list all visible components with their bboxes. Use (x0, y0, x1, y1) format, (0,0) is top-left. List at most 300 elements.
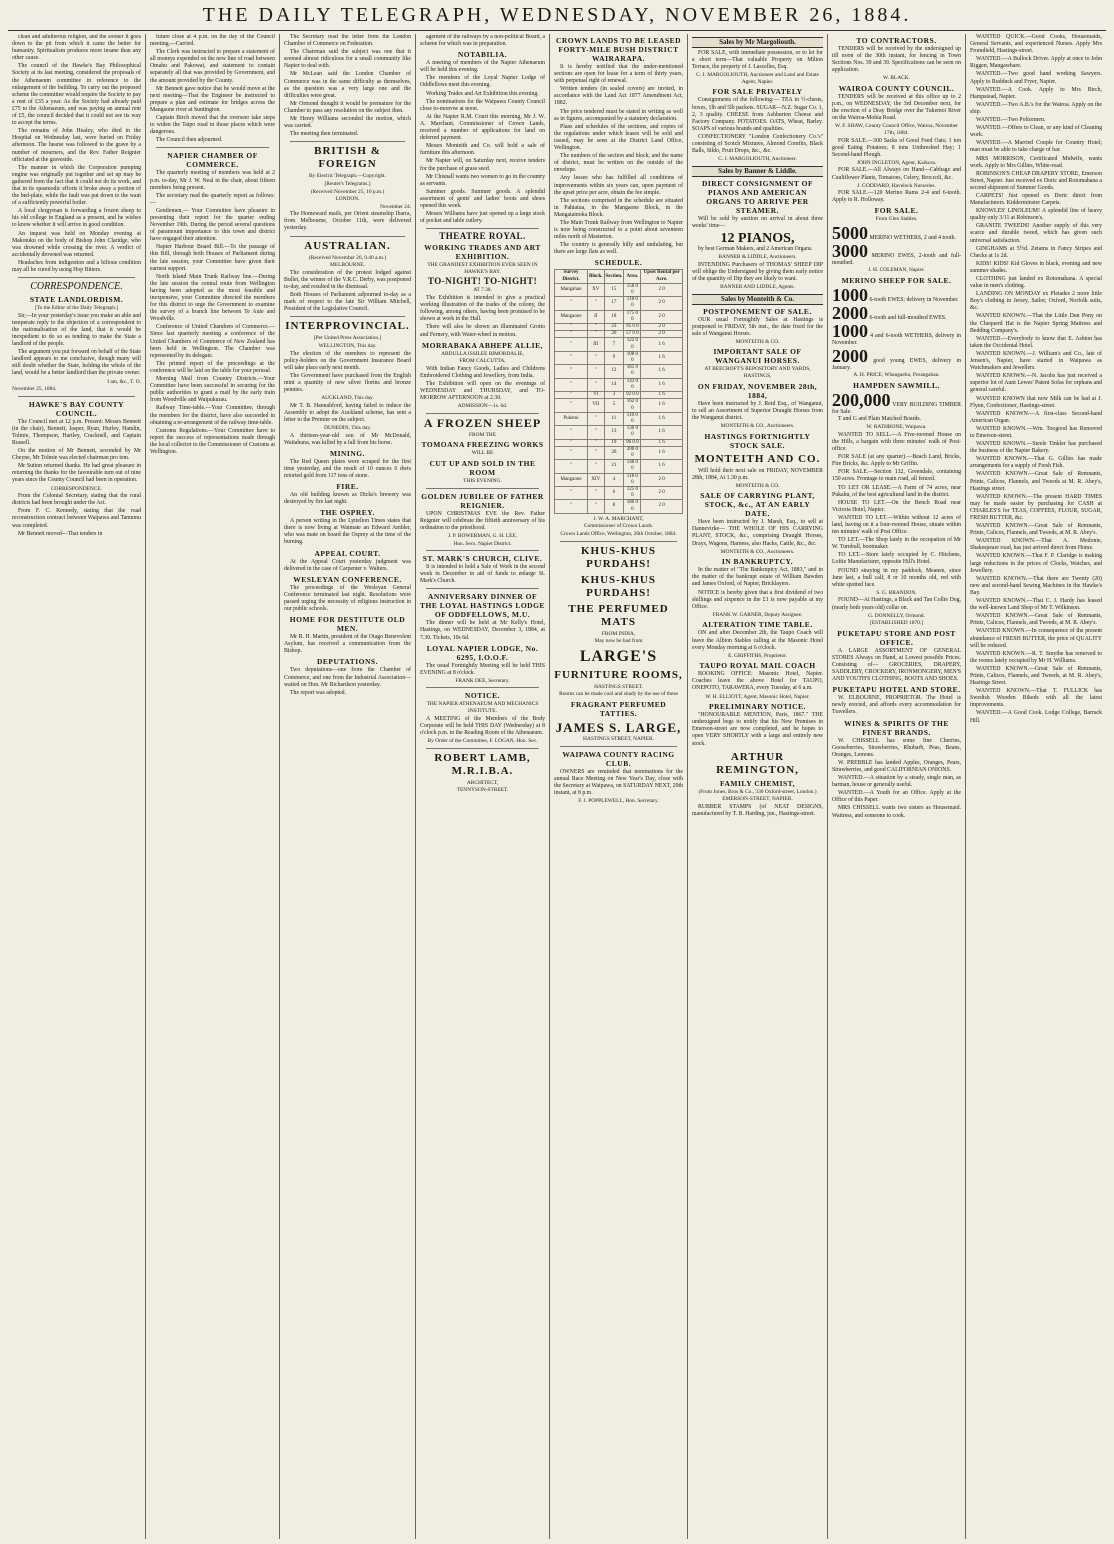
paragraph: The Exhibition is intended to give a practical working illustration of the trades of the colony, the following, among others, having been promised to be shown at work in the Hall. (420, 295, 545, 323)
paragraph: The sections comprised in the schedule are situated in Pahiatua, in the Mangaone Block, in the Mangatainoka Block. (554, 197, 683, 218)
ad-line: TO-NIGHT! TO-NIGHT! (427, 276, 538, 287)
dateline: WELLINGTON, This day. (318, 342, 377, 349)
table-cell: " (555, 392, 588, 399)
ad-line: ON FRIDAY, NOVEMBER 28th, 1884, (697, 381, 818, 400)
classified-ad: WANTED KNOWN.—R. T. Smythe has removed to the rooms lately occupied by Mr H. Williams. (970, 650, 1102, 664)
table-cell: 1 6 (641, 412, 683, 425)
ad-line: AT BEECROFT'S REPOSITORY AND YARDS, HASTINGS, (704, 366, 811, 380)
table-cell: " (588, 351, 604, 364)
paragraph: ON and after December 2th, the Taupo Coach will leave the Albion Stables calling at the Masonic Hotel every Monday morning at 6 o'clock. (692, 630, 823, 651)
table-cell: 148 0 0 (624, 460, 641, 473)
ad-line: ABDULLA ISSILEE BIMORDALIE, (441, 350, 524, 357)
stock-description: 6-tooth EWES; delivery in November. (869, 296, 959, 303)
classified-ad: WANTED.—Two A.B.'s for the Wairoa. Apply on the ship. (970, 101, 1102, 115)
ad-line: [ESTABLISHED 1870.] (870, 620, 923, 627)
table-cell: 118 0 0 (624, 297, 641, 310)
table-cell: " (588, 412, 604, 425)
paragraph: The election of the members to represent the policy-holders on the Government Insurance Board will take place early next month. (284, 350, 411, 371)
stock-description: 6-tooth and full-mouthed EWES. (869, 314, 947, 321)
paragraph: FOR SALE.—All Always on Hand—Cabbage and Cauliflower Plants, Tomatoes, Celery, Broccoli, &c. (832, 167, 961, 181)
paragraph: FOUND straying in my paddock, Meanee, since June last, a bull calf, 8 or 10 months old, red with white spotted face. (832, 567, 961, 588)
paragraph: Summer goods. Summer goods. A splendid assortment of gents' and ladies' boots and shoes opened this week. (420, 188, 545, 209)
paragraph: Mr Bennett moved—That tenders in (18, 530, 103, 537)
paragraph: Consignments of the following:— TEA in ½-chests, boxes, 1lb and 5lb packets. SUGAR—N.Z. Sugar Co. 1, 2, 3 quality. CHEESE from Ashburton Cheese and Factory Company. POTATOES. OATS, Wheat, Barley. SOAPS of various brands and qualities. (692, 97, 823, 132)
table-header-row (555, 270, 683, 283)
table-cell: " (555, 500, 588, 513)
ad-title: ANNIVERSARY DINNER OF THE LOYAL HASTINGS LODGE OF ODDFELLOWS, M.U. (420, 592, 545, 620)
schedule-body (555, 283, 683, 513)
table-header: Upset Rental per Acre. (641, 270, 683, 283)
classified-ad: WANTED KNOWN.—That F. P. Claridge is making large reductions in the prices of Clocks, Watches, and Jewellery. (970, 553, 1102, 574)
table-cell: " (555, 460, 588, 473)
classified-ad: CARPETS! Just opened ex Doric direct from Manufacturers. Kidderminster Carpets. (970, 192, 1102, 207)
paragraph: FOR SALE.—Section 132, Greendale, containing 150 acres. Frontage to main road, all fenced. (832, 469, 961, 483)
table-cell: 6 (604, 486, 624, 499)
ad-line: FROM THE (468, 431, 496, 438)
table-cell: " (588, 439, 604, 446)
stock-line (832, 304, 961, 322)
classified-ad: WANTED QUICK.—Good Cooks, Housemaids, General Servants, and experienced Nurses. Apply Mrs Fromdield, Hastings-street. (970, 34, 1102, 55)
ad-signature: BANNER & LIDDLE, Auctioneers. (718, 254, 797, 261)
paragraph: Mr Bennett gave notice that he would move at the next meeting—That the Engineer be instructed to prepare a plan and estimate for bridges across the Mangaone river at Suntington. (150, 85, 275, 113)
ad-title: IMPORTANT SALE OF WANGANUI HORSES. (713, 347, 802, 366)
ad-title: A FROZEN SHEEP (423, 415, 542, 430)
ad-signature: C. J. MARGOLIOUTH, Auctioneer and Land and Estate Agent, Napier. (696, 72, 819, 85)
ad-title: TAUPO ROYAL MAIL COACH (699, 661, 816, 671)
section-subtitle: DEPUTATIONS. (317, 657, 378, 667)
ad-title: FOR SALE. (874, 206, 919, 216)
classified-ad: WANTED KNOWN.—Steele Tinkler has purchased the business of the Napier Bakery. (970, 441, 1102, 455)
ad-line: FAMILY CHEMIST, (719, 778, 795, 788)
stock-description: MERINO WETHERS, 2 and 4 tooth. (869, 234, 956, 241)
ad-line: ADMISSION—1s. 6d. (457, 403, 508, 410)
paragraph: A LARGE ASSORTMENT OF GENERAL STORES Always on Hand, at Lowest possible Prices. Consisting of— GROCERIES, DRAPERY, SADDLERY, CROCKERY, IRONMONGERY, MEN'S AND YOUTH'S CLOTHING, BOOTS AND SHOES. (832, 647, 961, 683)
paragraph: UPON CHRISTMAS EVE the Rev. Father Reignier will celebrate the fiftieth anniversary of his ordination to the priesthood. (420, 510, 545, 531)
classified-ad: KIDS! KIDS! Kid Gloves in black, evening and new summer shades. (970, 260, 1102, 274)
column-6 (688, 34, 828, 1539)
table-cell: " (555, 426, 588, 439)
table-cell: 1 6 (641, 392, 683, 399)
paragraph: Will hold their next sale on FRIDAY, NOVEMBER 28th, 1884, At 1.30 p.m. (692, 467, 823, 481)
paragraph: The printed report of the proceedings at the conference will be laid on the table for your perusal. (150, 360, 275, 374)
classified-ad: ROBINSON'S CHEAP DRAPERY STORE, Emerson Street, Napier. Just received ex Doric and Rotomahana a second shipment of Summer Goods. (970, 170, 1102, 191)
paragraph: Working Trades and Art Exhibition this evening. (426, 90, 539, 97)
classified-ad: WANTED KNOWN.—Great Sale of Remnants, Prints, Calicos, Flannels, and Tweeds, at M. R. Abey's, Hastings Street. (970, 665, 1102, 687)
classified-ad: WANTED.—Offers to Clean, or any kind of Cleaning work. (970, 125, 1102, 139)
paragraph: NOTICE is hereby given that a first dividend of two shillings and sixpence in the £1 is now payable at my Office. (692, 589, 823, 610)
divider (560, 746, 677, 747)
paragraph: A meeting of members of the Napier Athenaeum will be held this evening. (420, 60, 545, 74)
classified-ad: WANTED KNOWN.—Great Sale of Remnants, Prints, Calicos, Flannels, and Tweeds, at M. R. Abey's. (970, 523, 1102, 537)
classified-ad: WANTED KNOWN.—N. Jacobs has just received a superior lot of Aunt Lewes' Patent Sofas for orphans and general careful. (970, 373, 1102, 394)
divider (426, 687, 539, 688)
table-cell: Mangaone (555, 310, 588, 323)
divider (18, 277, 135, 278)
paragraph: Customs Regulations.—Your Committee have to report the success of representations made through the local collector to the Commissioner of Customs at Wellington. (150, 427, 275, 455)
table-row (555, 446, 683, 459)
paragraph: Gentlemen,— Your Committee have pleasure in presenting their report for the quarter ending November 19th. During the period several questions of paramount importance to this town and district have engaged their attention. (150, 207, 275, 243)
stock-count: 200,000 (832, 390, 891, 410)
table-cell: 125 0 0 (624, 486, 641, 499)
column-7 (828, 34, 966, 1539)
ad-signature: J. W. A. MARCHANT, (593, 515, 644, 522)
ad-subtitle: WORKING TRADES AND ART EXHIBITION. (424, 243, 541, 262)
paragraph: Mr T. B. Hannahford, having failed to induce the Assembly to adopt the Auckland scheme, has sent a letter to the Premier on the subject. (284, 402, 411, 423)
ad-line: CUT UP AND SOLD IN THE ROOM (429, 459, 536, 478)
section-title: BRITISH & FOREIGN (314, 145, 381, 171)
paragraph: North Island Main Trunk Railway line.—During the late session the central route from Wellington having been adopted as the most feasible and inexpensive, your Committee directed the members for this district to urge the Government to examine the survey of a branch line between Te Aute and Woodville. (150, 273, 275, 323)
table-cell: 1 6 (641, 338, 683, 351)
ad-title: SALE OF CARRYING PLANT, STOCK, &c., AT AN EARLY DATE. (700, 491, 815, 519)
ad-title: LOYAL NAPIER LODGE, No. 6295, I.O.O.F. (426, 643, 539, 662)
column-3 (280, 34, 416, 1539)
dateline: [Reuter's Telegrams.] (324, 180, 371, 187)
paragraph: WANTED.—A situation by a steady, single man, as barman, house or generally useful. (832, 775, 961, 789)
ad-signature: A. H. PRICE, Whangaehu, Porangahau. (853, 372, 940, 379)
ad-signature: E. GRIFFITHS, Proprietor. (728, 652, 787, 659)
table-cell: 2 0 (641, 297, 683, 310)
paragraph: CONFECTIONERY "London Confectionery Co.'s" consisting of Scotch Mixtures, Almond Comfits, Black Balls, Sildo, Fruit Drops, &c., &c. (692, 133, 823, 155)
table-header: Area. (624, 270, 641, 283)
paragraph: FOUND—At Hastings, a Black and Tan Collie Dog, (nearly both years old) collar on. (832, 597, 961, 611)
paragraph: The consideration of the protest lodged against Bullet, the winner of the V.R.C. Derby, was postponed to-day, and resulted in the dismissal. (284, 269, 411, 290)
table-cell: " (555, 486, 588, 499)
table-cell: 1 6 (641, 426, 683, 439)
paragraph: A thirteen-year-old son of Mr McDonald, Waitahuna, was killed by a fall from his horse. (284, 432, 411, 446)
table-cell: 3 (604, 392, 624, 399)
classified-ad: MRS MORRISON, Certificated Midwife, wants work. Apply to Mrs Gillies, White-road. (970, 155, 1102, 169)
classified-ad: WANTED KNOWN.—The present HARD TIMES may be made easier by purchasing for CASH at CHARLES'S for TEAS, COFFEES, FLOUR, SUGAR, FRESH BUTTER, &c. (970, 493, 1102, 521)
paragraph: FOR SALE.—300 Sacks of Good Feed Oats; 1 ton good Eating Potatoes; 8 tons Unthreshed Hay; 1 Second-hand Plough. (832, 137, 961, 158)
ad-signature: S. G. BRANDON. (876, 589, 917, 596)
ad-title: DIRECT CONSIGNMENT OF PIANOS AND AMERICAN ORGANS TO ARRIVE PER STEAMER. (701, 178, 814, 215)
paragraph: The numbers of the section and block, and the name of district, must be written on the outside of the envelope. (554, 153, 683, 174)
paragraph: At the Napier R.M. Court this morning, Mr J. W. A. Marchant, Commissioner of Crown Lands, received a number of applications for land on deferred payment. (420, 113, 545, 142)
table-header: Survey District. (555, 270, 588, 283)
paragraph: The argument you put forward on behalf of the State landlord appears to me conclusive, though many will still doubt whether the State, holding the whole of the land, would be a better landlord than the private owner. (12, 349, 141, 377)
divider (426, 588, 539, 589)
paragraph: The proceedings of the Wesleyan General Conference terminated last night. Resolutions were passed urging the necessity of religious instruction in our public schools. (284, 584, 411, 613)
table-cell: 9 (604, 351, 624, 364)
ad-line: AT 7.30. (473, 287, 492, 294)
table-cell: 158 0 0 (624, 283, 641, 296)
stock-count: 5000 (832, 222, 868, 243)
ad-line: THE NAPIER ATHENAEUM AND MECHANICS INSTITUTE. (426, 701, 539, 715)
paragraph: Have been instructed by J. Marsh, Esq., to sell at Dannevirke— THE WHOLE OF HIS CARRYING PLANT, STOCK, &c., comprising Draught Horses, Drays, Wagons, Harness, also Hacks, Cattle, &c., &c. (692, 519, 823, 547)
ad-title: FURNITURE ROOMS, (554, 668, 683, 681)
table-cell: 130 0 0 (624, 426, 641, 439)
table-cell: 5 (604, 399, 624, 412)
paragraph: It is hereby notified that the under-mentioned sections are open for lease for a term of thirty years, with perpetual right of renewal. (554, 64, 683, 85)
paragraph: An inquest was held on Monday evening at Makotuku on the body of Bishop John Claridge, who was drowned while crossing the river. A verdict of accidentally drowned was returned. (12, 230, 141, 258)
table-cell: " (555, 351, 588, 364)
ad-title: ALTERATION TIME TABLE. (702, 620, 813, 630)
dateline: (Received November 25, 10 p.m.) (310, 188, 385, 195)
classified-ad: KNOWLES' LINOLEUM! A splendid line of heavy quality only 3/11 at Robinson's. (970, 208, 1102, 222)
ad-signature: G. DONNELLY, Ormond. (868, 612, 925, 619)
table-cell: 2 0 (641, 500, 683, 513)
table-cell: 110 0 0 (624, 412, 641, 425)
sales-header: Sales by Mr Margoliouth. (692, 37, 823, 48)
table-cell: 2 0 (641, 324, 683, 331)
paragraph: The usual Fortnightly Meeting will be held THIS EVENING at 8 o'clock. (420, 662, 545, 676)
ad-signature: J. H. COLEMAN, Napier. (868, 267, 925, 274)
paragraph: Mr Napier will, on Saturday next, receive tenders for the purchase of grass seed. (420, 158, 545, 172)
paragraph: W. ELBOURNE, PROPRIETOR. The Hotel is newly erected, and affords every accommodation for Travellers. (832, 695, 961, 716)
table-cell: 15 (604, 283, 624, 296)
divider (426, 550, 539, 551)
paragraph: TO LET.—Store lately occupied by C. Hitchens, Loftie Manufacturer, opposite Hill's Hotel. (832, 552, 961, 566)
paragraph: At the Appeal Court yesterday judgment was delivered in the case of Carpenter v. Walters. (284, 558, 411, 572)
ad-signature: C. J. MARGOLIOUTH, Auctioneer. (718, 156, 797, 163)
classified-ad: WANTED.—A Cook. Apply to Mrs Birch, Hampstead, Napier. (970, 86, 1102, 100)
divider (290, 141, 405, 142)
paragraph: The council of the Hawke's Bay Philosophical Society at its last meeting, considered the proposals of the Athenaeum committee in reference to the enlargement of the building. To carry out the proposed scheme the committee would require the Society to pay a rent of £35 a year. As the Society had already paid £75 to the Athenaeum, and was paying an annual rent of £5, the council decided that it could not see its way to accept the terms. (12, 63, 141, 127)
classified-ad: WANTED KNOWN.—In consequence of the present abundance of FRESH BUTTER, the price of QUALITY will be reduced. (970, 628, 1102, 649)
paragraph: W. CHISSELL has some fine Cherries, Gooseberries, Strawberries, Rhubarb, Peas, Beans, Oranges, Lemons. (832, 737, 961, 758)
paragraph: OWNERS are reminded that nominations for the annual Race Meeting on New Year's Day, close with the Secretary at Waipawa, on SATURDAY NEXT, 29th instant, at 8 p.m. (554, 768, 683, 796)
paragraph: Messrs Williams have just opened up a large stock of pocket and table cutlery. (420, 211, 545, 225)
editor-note: [To the Editor of the Daily Telegraph.] (34, 305, 119, 312)
table-cell: 8 (604, 500, 624, 513)
section-title: NOTABILIA. (457, 50, 508, 60)
table-row (555, 331, 683, 338)
paragraph: Messrs Monteith and Co. will hold a sale of furniture this afternoon. (420, 143, 545, 157)
classified-ad: WANTED KNOWN.—Great Sale of Remnants, Prints, Calicos, Flannels, and Tweeds at M. R. Abey's, Hastings street. (970, 471, 1102, 492)
table-row (555, 473, 683, 486)
ad-line: TENNYSON-STREET. (456, 787, 509, 794)
table-cell: 57 0 0 (624, 331, 641, 338)
classified-ad: WANTED.—A Good Cook. Lodge College, Barrack Hill. (970, 710, 1102, 724)
paragraph: The dinner will be held at Mr Kelly's Hotel, Hastings, on WEDNESDAY, December 3, 1884, at 7.30. Tickets, 10s 6d. (420, 620, 545, 641)
table-cell: 1 6 (641, 439, 683, 446)
table-cell: 1 6 (641, 446, 683, 459)
ad-title: HAMPDEN SAWMILL. (853, 381, 940, 390)
table-cell: " (555, 446, 588, 459)
table-cell: " (588, 324, 604, 331)
table-cell: 165 0 0 (624, 365, 641, 378)
table-cell: " (588, 365, 604, 378)
paragraph: Both Houses of Parliament adjourned to-day as a mark of respect to the late Sir William Mitchell, President of the Legislative Council. (284, 292, 411, 313)
ad-highlight: ARTHUR REMINGTON, (716, 750, 799, 776)
table-cell: III (588, 338, 604, 351)
section-title: CORRESPONDENCE. (30, 281, 123, 293)
ad-title: FOR SALE PRIVATELY (712, 87, 803, 97)
table-row (555, 399, 683, 412)
ad-signature: FRANK DEE, Secretary. (455, 677, 510, 684)
table-header: Block. (588, 270, 604, 283)
table-cell: " (588, 331, 604, 338)
paragraph: Mr Ormond thought it would be premature for the Chamber to pass any resolution on the subject then. (284, 100, 411, 114)
ad-title: THE PERFUMED MATS (568, 602, 669, 628)
classified-ad: WANTED.—Everybody to know that E. Ashton has taken the Occidental Hotel. (970, 335, 1102, 349)
ad-title: IN BANKRUPTCY. (721, 557, 794, 567)
sales-header: Sales by Monteith & Co. (692, 294, 823, 305)
section-subtitle: STATE LANDLORDISM. (29, 295, 124, 305)
ad-title: ROBERT LAMB, M.R.I.B.A. (434, 751, 531, 777)
table-cell: 12 (604, 365, 624, 378)
table-cell: 11 (604, 412, 624, 425)
paragraph: The Council met at 12 p.m. Present: Messrs Bennett (in the chair), Bennett, Jasper, Ryan, Hurley, Hamlin, Tolmie, Thompson, Hartley, Cracknell, and Captain Russell. (12, 418, 141, 446)
stock-description: good young EWES, delivery in January. (832, 358, 961, 372)
table-cell: 2 0 (641, 310, 683, 323)
stock-line (832, 286, 961, 304)
ad-signature: J. GODDARD, Havelock Nurseries. (857, 182, 936, 189)
table-cell: 19 (604, 439, 624, 446)
ad-line: FROM INDIA, (601, 630, 636, 637)
paragraph: WANTED TO LET.—Within without 12 acres of land, having on it a four-roomed House, situate within ten minutes' walk of Post Office. (832, 514, 961, 536)
ad-title: NOTICE. (465, 691, 500, 701)
paragraph: On the motion of Mr Bennett, seconded by Mr Cheyne, Mr Tolmie was elected chairman pro tem. (12, 448, 141, 462)
section-subtitle: FIRE. (336, 482, 359, 491)
paragraph: FOR SALE, with immediate possession, or to let for a short term—That valuable Property on Milton Terrace, the property of J. Lascelles, Esq. (692, 50, 823, 71)
ad-signature: MONTEITH & CO., Auctioneers. (720, 548, 795, 555)
ad-title: CROWN LANDS TO BE LEASED FORTY-MILE BUSH DISTRICT WAIRARAPA. (555, 36, 682, 63)
ad-title: MERINO SHEEP FOR SALE. (841, 275, 952, 285)
section-subtitle: WESLEYAN CONFERENCE. (293, 574, 402, 584)
paragraph: INTENDING Purchasers of THOMAS' SHEEP DIP will oblige the Undersigned by giving them early notice of the quantity of Dip they are likely to want. (692, 261, 823, 282)
table-cell: " (555, 378, 588, 391)
table-cell: 1 6 (641, 460, 683, 473)
paragraph: "HONOURABLE MENTION, Paris, 1867." THE undersigned begs to notify that his New Premises in Emerson-street are now completed, and he hopes to open VERY SHORTLY with a large and entirely new stock. (692, 712, 823, 747)
table-cell: " (555, 365, 588, 378)
ad-signature: By Order of the Committee, F. LOGAN, Hon. Sec. (427, 737, 538, 744)
masthead-rule (8, 30, 1106, 31)
stock-line (832, 391, 961, 416)
ad-signature: FRANK W. GARNER, Deputy Assignee. (712, 611, 803, 618)
table-cell: VII (588, 399, 604, 412)
paragraph: With Indian Fancy Goods, Ladies and Childrens Embroidered Clothing and Jewellery, from India. (420, 365, 545, 379)
paragraph: A MEETING of the Members of the Body Corporate will be held THIS DAY (Wednesday) at 8 o'clock p.m. in the Reading Room of the Athenaeum. (420, 715, 545, 736)
table-cell: " (588, 378, 604, 391)
classified-ad: WANTED KNOWN.—That the Little Dun Pony on the Chequerd Hat is the Napier Spring Mattress and Bedding Company's. (970, 313, 1102, 334)
paragraph: An old building known as Dicks's brewery was destroyed by fire last night. (284, 492, 411, 506)
paragraph: Captain Birch moved that the overseer take steps to widen the Taipo road in those places which were dangerous. (150, 115, 275, 136)
paragraph: The quarterly meeting of members was held at 2 p.m. to-day, Mr J. W. Neal in the chair, about fifteen members being present. (150, 170, 275, 191)
paragraph: FOR SALE (at any quarter).—Beach Land, Bricks, Fire Bricks, &c. Apply to Mr Griffin. (832, 454, 961, 468)
classified-ad: WANTED KNOWN that now Milk can be had at J. Flynn, Confectioner, Hastings-street. (970, 395, 1102, 409)
classified-ad: WANTED KNOWN.—A first-class Second-hand American Organ. (970, 410, 1102, 424)
paragraph: The price tendered must be stated in writing as well as in figures, accompanied by a statutory declaration. (554, 108, 683, 122)
ad-title: LARGE'S (579, 647, 658, 665)
ad-title: PUKETAPU HOTEL AND STORE. (832, 685, 961, 695)
paragraph: In the matter of "The Bankruptcy Act, 1883," and in the matter of the bankrupt estate of William Bawden and James Oxford, of Napier, Bricklayers. (692, 567, 823, 588)
dateline: (Received November 26, 9.40 a.m.) (308, 254, 387, 261)
paragraph: TENDERS will be received at this office up to 2 p.m., on WEDNESDAY, the 3rd December next, for the erection of a Dray Bridge over the Tukemoi River on the Wairoa-Mohia Road. (832, 93, 961, 122)
paragraph: OUR usual Fortnightly Sales at Hastings is postponed to FRIDAY, 5th inst., the date fixed for the sale of Wanganui Horses. (692, 316, 823, 337)
table-cell: " (555, 399, 588, 412)
classified-ad: WANTED KNOWN.—That G. Gillies has made arrangements for a supply of Fresh Fish. (970, 456, 1102, 470)
ad-title: KHUS-KHUS PURDAHS! (580, 544, 656, 570)
ad-title: TO CONTRACTORS. (856, 36, 937, 45)
dateline: November 24. (380, 203, 411, 210)
paragraph: Napier Harbour Board Bill.—To the passage of this Bill, through both Houses of Parliament during the late session, your Committee have given their earnest support. (150, 244, 275, 272)
table-cell: 17 (604, 297, 624, 310)
classified-ad: GINGHAMS at 5½d. Zetams in Fancy Stripes and Checks at 1s 2d. (970, 245, 1102, 259)
ad-line: (From Jones, Bros & Co., 330 Oxford-street, London.) (698, 788, 817, 795)
table-cell: VI (588, 392, 604, 399)
paragraph: A local clergyman is forwarding a frozen sheep to his old college in England as a present, and he wishes to know whether it will arrive in good condition. (12, 208, 141, 229)
table-cell: " (588, 500, 604, 513)
ad-signature: BANNER AND LIDDLE, Agents. (720, 283, 795, 290)
paragraph: HOUSE TO LET.—On the Bench Road near Victoria Hotel, Napier. (832, 499, 961, 513)
classified-ad: GRANITE TWEEDS! Another supply of this very scarce and durable tweed, which has given such universal satisfaction. (970, 223, 1102, 244)
ad-line: THIS EVENING. (463, 478, 502, 485)
divider (156, 147, 269, 148)
paragraph: Conference of United Chambers of Commerce.—Since last quarterly meeting a conference of the United Chambers of Commerce of New Zealand has been held in Wellington. The Chamber was represented by its delegate. (150, 324, 275, 359)
column-5 (550, 34, 688, 1539)
paragraph: Sir,—In your yesterday's issue you make an able and temperate reply to the objection of a correspondent to the nationalisation of the land, that it would be inexpedient to do so as tending to make the State a landlord of the people. (12, 312, 141, 348)
paragraph: There will also be shown an illuminated Grotto and Fernery, with Water-wheel in motion. (420, 324, 545, 338)
paragraph: The meeting then terminated. (290, 131, 359, 138)
paragraph: WANTED.—A Youth for an Office. Apply at the Office of this Paper. (832, 790, 961, 804)
paragraph: The manner in which the Corporation pumping engine was originally put together and set up may be gathered from the fact that it could not do its work, and that in its spasmodic efforts it broke away a portion of the bed-plate, while the fault was put down to the want of a sufficiently powerful boiler. (12, 164, 141, 207)
dateline: MELBOURNE. (330, 262, 365, 269)
table-cell: 122 0 0 (624, 338, 641, 351)
table-cell: 1 6 (641, 351, 683, 364)
table-row (555, 338, 683, 351)
table-row (555, 365, 683, 378)
paragraph: The Government have purchased from the English mint a quantity of new silver florins and bronze pennies. (284, 372, 411, 393)
table-row (555, 297, 683, 310)
paragraph: MRS CHISSELL wants two sisters as Housemaid. Waitress, and someone to cook. (832, 805, 961, 819)
dateline: LONDON. (335, 196, 360, 203)
paragraph: by best German Makers, and 2 American Organs. (698, 246, 813, 252)
section-subtitle: MINING. (330, 448, 365, 458)
ad-title: HASTINGS FORTNIGHTLY STOCK SALE. (704, 431, 811, 450)
paragraph: Mr Sutton returned thanks. He had great pleasure in returning the thanks for the favourable turn out of nine years since the County Council had been in operation. (12, 463, 141, 484)
table-cell: 1 6 (641, 399, 683, 412)
paragraph: The Red Queen plates were scraped for the first time yesterday, and the result of 10 ounces 6 dwts retorted gold from 117 tons of stone. (284, 458, 411, 479)
dateline: AUCKLAND, This day. (321, 395, 374, 402)
divider (426, 413, 539, 414)
section-title: HAWKE'S BAY COUNTY COUNCIL. (28, 399, 125, 418)
table-cell: " (588, 486, 604, 499)
stock-line (832, 242, 961, 267)
dateline: By Electric Telegraph.—Copyright. (308, 173, 387, 180)
table-cell: II (588, 310, 604, 323)
paragraph: RUBBER STAMPS (of NEAT DESIGNS, manufactured by T. B. Harding, jun., Hastings-street. (692, 803, 823, 817)
column-4 (416, 34, 550, 1539)
table-cell: 21 (604, 460, 624, 473)
ad-signature: W. BLACK. (883, 75, 910, 82)
table-cell: 180 0 0 (624, 500, 641, 513)
stock-description: VERY BUILDING TIMBER for Sale. (832, 402, 961, 416)
classified-ad: WANTED.—A Married Couple for Country Hotel; man must be able to take charge of bar. (970, 140, 1102, 154)
classified-ad: WANTED KNOWN.—J. William's and Co., late of Jensen's, Napier, have started in Waipawa as Watchmakers and Jewellers. (970, 350, 1102, 372)
paragraph: Will be sold by auction on arrival in about three weeks' time— (692, 215, 823, 229)
table-cell: 2 0 (641, 486, 683, 499)
paragraph: The remains of John Healey, who died in the Hospital on Wednesday last, were buried on Friday afternoon. The hearse was followed to the grave by a number of mourners, and the Rev. Father Reignier officiated at the graveside. (12, 128, 141, 163)
ad-title: POSTPONEMENT OF SALE. (703, 306, 812, 316)
paragraph: The Exhibition will open on the evenings of WEDNESDAY and THURSDAY, and TO-MORROW AFTERNOON at 2.30. (420, 380, 545, 402)
columns (8, 34, 1106, 1539)
ad-line: EMERSON-STREET, NAPIER. (722, 796, 793, 803)
table-cell: " (588, 297, 604, 310)
stock-count: 3000 (832, 241, 868, 262)
ad-highlight: MONTEITH AND CO. (694, 452, 821, 465)
paragraph: A person writing in the Lyttelton Times states that there is now living at Waimate an Edward Ambler, who was mate on board the Osprey at the time of the burning. (284, 518, 411, 546)
table-row (555, 310, 683, 323)
schedule-table (554, 269, 683, 513)
paragraph: clean and adulterous religion, and the sooner it goes down to the pit from which it came the better for humanity. Spiritualism produces more insane than any other cause. (12, 34, 141, 62)
table-cell: 95 0 0 (624, 324, 641, 331)
divider (290, 316, 405, 317)
divider (426, 228, 539, 229)
paragraph: The Clerk was instructed to prepare a statement of all moneys expended on the new line of road between Omahu and Pakowai, and statement to contain separately all that was provided by Government, and the amount provided by the County. (150, 49, 275, 84)
table-row (555, 460, 683, 473)
section-title: INTERPROVINCIAL. (285, 320, 410, 333)
